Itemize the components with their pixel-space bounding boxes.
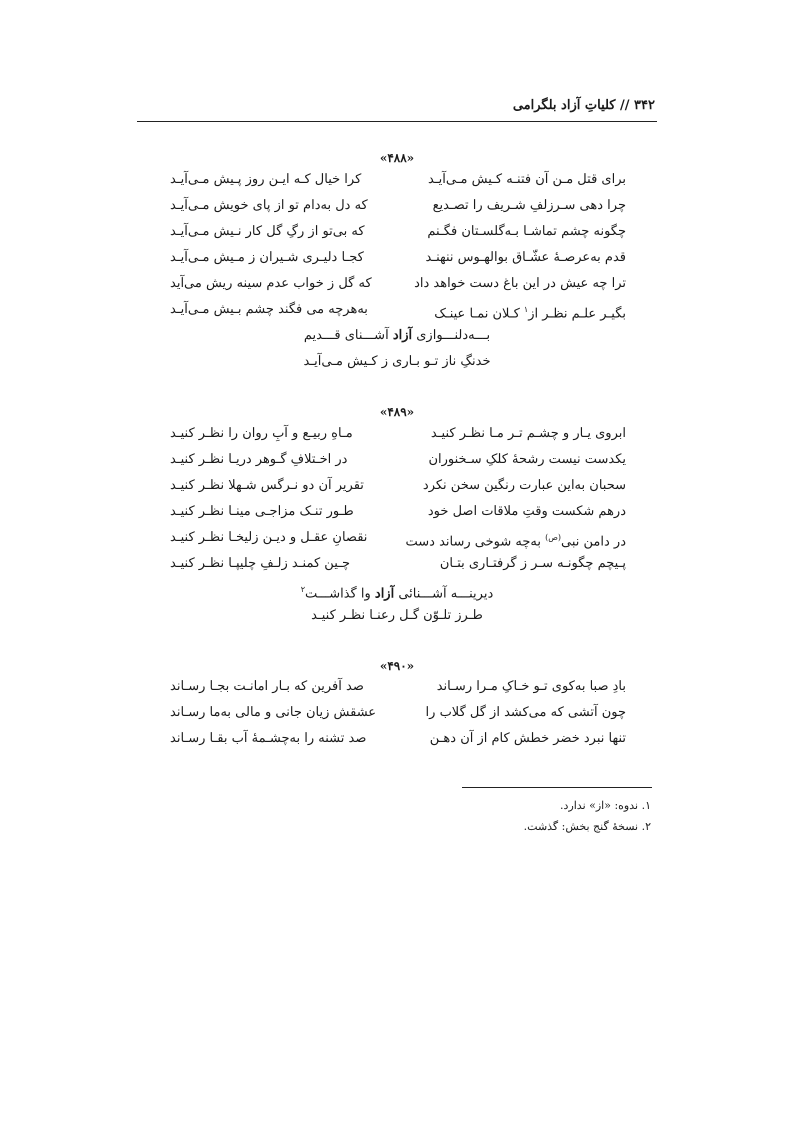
first-hemistich: ترا چه عیش در این باغ دست خواهد داد [414,276,626,291]
closing-couplet-line: خدنگِ ناز تـو بـاری ز کـیش مـی‌آیـد [303,354,491,369]
couplet [170,246,626,270]
second-hemistich: صد آفرین که بـار امانـت بجـا رسـاند [170,679,364,694]
first-hemistich: تنها نبرد خضر خطش کام از آن دهـن [429,731,626,746]
hemistich-text: کـلان نمـا عینـک [434,306,524,322]
second-hemistich: مـاهِ ربیـع و آبِ روان را نظـر کنیـد [170,426,353,441]
first-hemistich [434,298,626,326]
footnote: ۱. ندوه: «از» ندارد. [560,799,651,812]
second-hemistich: عشقش زیان جانی و مالی به‌ما رسـاند [170,705,377,720]
second-hemistich: کجـا دلیـری شـیران ز مـیش مـی‌آیـد [170,250,364,265]
couplet [170,298,626,322]
honorific-superscript: (ص) [545,533,562,542]
couplet [170,701,626,725]
header-rule [137,121,657,122]
footnote-rule [462,787,652,788]
first-hemistich [405,526,626,554]
first-hemistich: بادِ صبا به‌کوی تـو خـاکِ مـرا رسـاند [436,679,626,694]
first-hemistich: قدم به‌عرصـهٔ عشّـاق بوالهـوس ننهنـد [425,250,626,265]
second-hemistich: که دل به‌دام تو از پای خویش مـی‌آیـد [170,198,368,213]
couplet [170,500,626,524]
second-hemistich: صد تشنه را به‌چشـمهٔ آب بقـا رسـاند [170,731,367,746]
first-hemistich: برای قتل مـن آن فتنـه کـیش مـی‌آیـد [428,172,626,187]
couplet [170,194,626,218]
footnote: ۲. نسخهٔ گنج بخش: گذشت. [523,820,651,833]
footnote-reference: ۲ [300,585,306,594]
first-hemistich: ابروی یـار و چشـم تـر مـا نظـر کنیـد [430,426,626,441]
second-hemistich: طـور تنـک مزاجـی مینـا نظـر کنیـد [170,504,354,519]
closing-text: دیرینـــه آشـــنائی [394,586,494,602]
footnote-reference: ۱ [523,305,529,314]
poem-number: «۴۸۹» [379,405,415,419]
closing-couplet-line [137,578,657,606]
poem-number: «۴۸۸» [379,151,415,165]
second-hemistich: نقصانِ عقـل و دیـن زلیخـا نظـر کنیـد [170,530,368,545]
couplet [170,448,626,472]
couplet [170,727,626,751]
couplet [170,272,626,296]
second-hemistich: کرا خیال کـه ایـن روز پـیش مـی‌آیـد [170,172,362,187]
couplet [170,552,626,576]
closing-text: وا گذاشـــت [305,586,375,602]
second-hemistich: به‌هرچه می فگند چشم بـیش مـی‌آیـد [170,302,368,317]
closing-text: بـــه‌دلنـــوازی [412,328,491,343]
couplet [170,675,626,699]
poet-takhallus: آزاد [392,328,413,343]
poem-number: «۴۹۰» [379,659,415,673]
second-hemistich: چـین کمنـد زلـفِ چلیپـا نظـر کنیـد [170,556,350,571]
running-header: ۳۴۲ // کلیاتِ آزاد بلگرامی [512,98,655,113]
couplet [170,474,626,498]
closing-couplet-line [137,324,657,348]
couplet [170,168,626,192]
first-hemistich: چرا دهی سـرزلفِ شـریف را تصـدیع [432,198,626,213]
couplet [170,422,626,446]
second-hemistich: در اخـتلافِ گـوهر دریـا نظـر کنیـد [170,452,348,467]
first-hemistich: یکدست نیست رشحهٔ کلکِ سـخنوران [428,452,626,467]
first-hemistich: چگونه چشم تماشـا بـه‌گلسـتان فگـنم [427,224,626,239]
couplet [170,526,626,550]
hemistich-text: به‌چه شوخی رساند دست [405,534,546,550]
closing-couplet-line: طـرز تلـوّن گـل رعنـا نظـر کنیـد [311,608,483,623]
couplet [170,220,626,244]
first-hemistich: چون آتشی که می‌کشد از گل گلاب را [425,705,626,720]
second-hemistich: که گل ز خواب عدم سینه ریش می‌آید [170,276,372,291]
first-hemistich: سحبان به‌این عبارت رنگین سخن نکرد [422,478,626,493]
poet-takhallus: آزاد [374,586,395,602]
hemistich-text: بگیـر علـم نظـر از [528,306,626,322]
first-hemistich: پـیچم چگونـه سـر ز گرفتـاری بتـان [439,556,626,571]
second-hemistich: که بی‌تو از رگِ گل کار نـیش مـی‌آیـد [170,224,365,239]
hemistich-text: در دامن نبی [561,534,626,550]
first-hemistich: درهم شکست وقتِ ملاقات اصل خود [427,504,626,519]
second-hemistich: تقریر آن دو نـرگس شـهلا نظـر کنیـد [170,478,364,493]
closing-text: آشـــنای قـــدیم [303,328,393,343]
